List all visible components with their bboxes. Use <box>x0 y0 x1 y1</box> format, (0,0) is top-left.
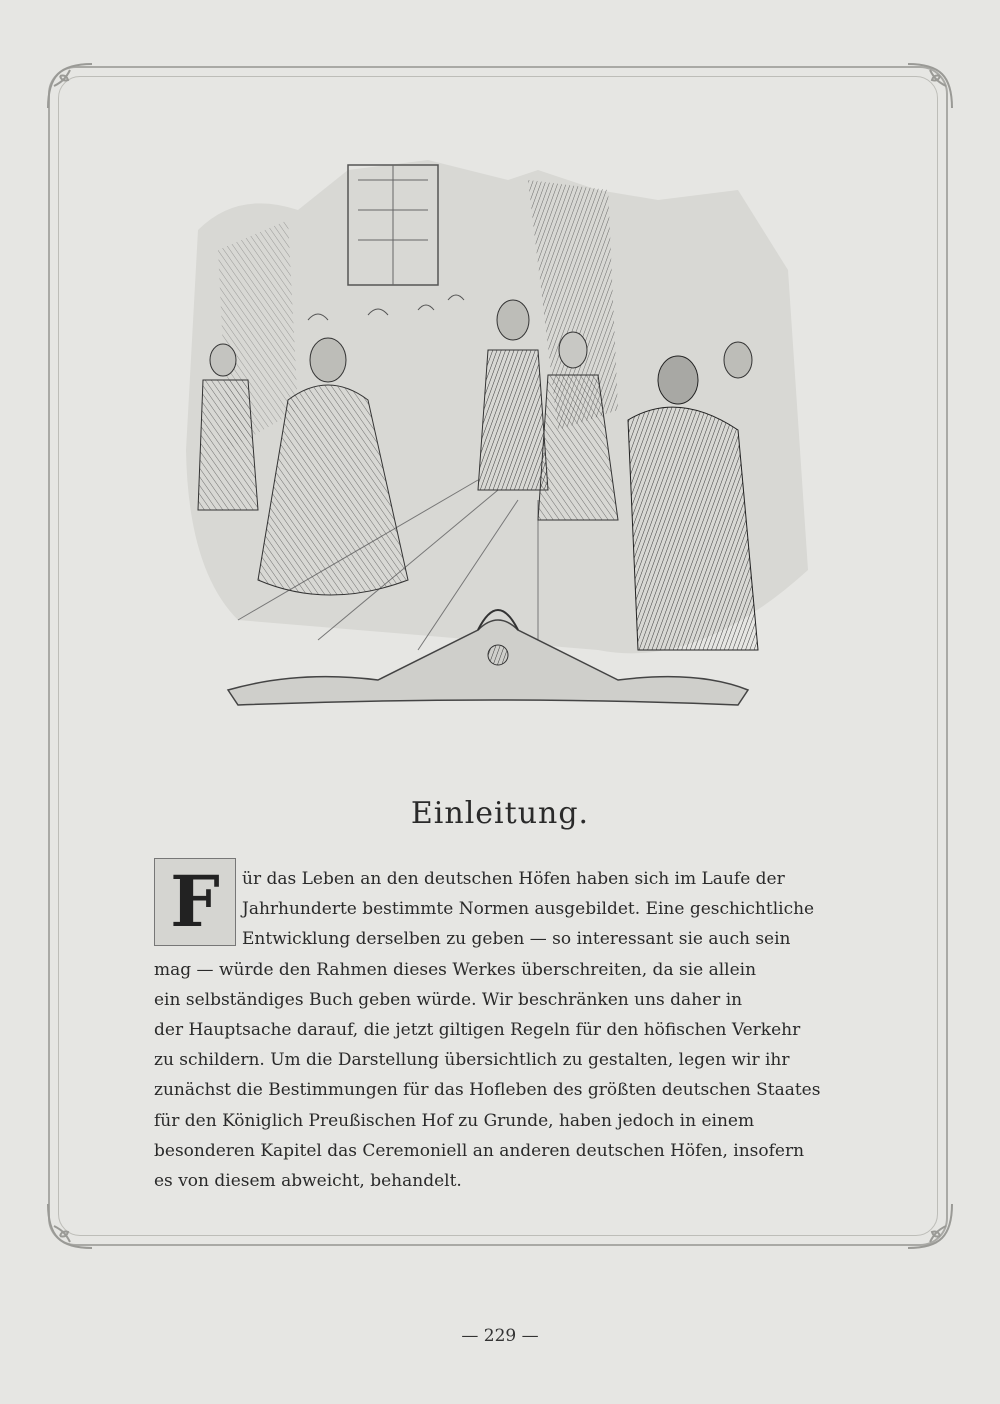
page-number: — 229 — <box>461 1326 539 1346</box>
text-line: es von diesem abweicht, behandelt. <box>154 1170 462 1191</box>
text-line: zu schildern. Um die Darstellung übersichtlich zu gestalten, legen wir ihr <box>154 1050 790 1071</box>
text-line: mag — würde den Rahmen dieses Werkes überschreiten, da sie allein <box>154 959 757 980</box>
text-line: für den Königlich Preußischen Hof zu Grunde, haben jedoch in einem <box>154 1110 755 1131</box>
text-line: Jahrhunderte bestimmte Normen ausgebildet. Eine geschichtliche <box>242 899 815 920</box>
corner-ornament-bottom-right <box>900 1196 960 1256</box>
introduction-paragraph <box>154 864 822 1196</box>
corner-ornament-top-left <box>40 56 100 116</box>
text-line: ein selbständiges Buch geben würde. Wir beschränken uns daher in <box>154 989 743 1010</box>
court-ball-engraving <box>178 150 818 720</box>
text-line: ür das Leben an den deutschen Höfen haben sich im Laufe der <box>242 869 785 889</box>
corner-ornament-top-right <box>900 56 960 116</box>
drop-cap-initial: F <box>154 858 236 946</box>
section-heading: Einleitung. <box>410 796 590 831</box>
corner-ornament-bottom-left <box>40 1196 100 1256</box>
text-line: Entwicklung derselben zu geben — so interessant sie auch sein <box>242 929 791 950</box>
text-line: der Hauptsache darauf, die jetzt giltigen Regeln für den höfischen Verkehr <box>154 1019 801 1040</box>
text-line: zunächst die Bestimmungen für das Hofleben des größten deutschen Staates <box>154 1080 821 1101</box>
text-line: besonderen Kapitel das Ceremoniell an anderen deutschen Höfen, insofern <box>154 1140 805 1161</box>
